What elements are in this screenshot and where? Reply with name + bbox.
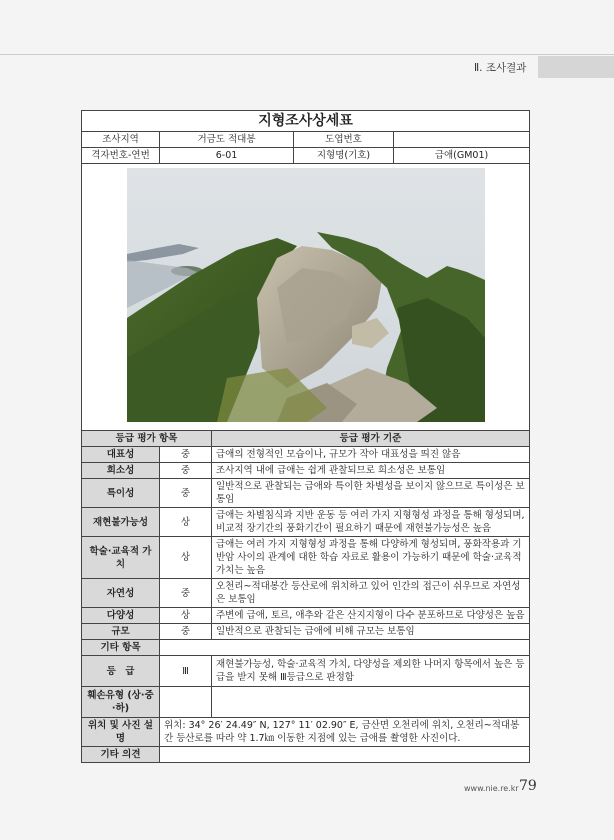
etc-label: 기타 항목 — [82, 640, 160, 656]
grading-row — [82, 579, 530, 608]
grade-value: Ⅲ — [160, 656, 212, 687]
opinion-value — [160, 747, 530, 763]
damage-row — [82, 687, 530, 718]
etc-value — [160, 640, 530, 656]
title-row — [82, 111, 530, 132]
grading-row — [82, 537, 530, 579]
location-label: 위치 및 사진 설명 — [82, 718, 160, 747]
opinion-row — [82, 747, 530, 763]
grid-value: 6-01 — [160, 148, 294, 164]
grading-grade: 상 — [160, 508, 212, 537]
grading-grade: 중 — [160, 479, 212, 508]
grading-item-header: 등급 평가 항목 — [82, 431, 212, 447]
grade-label: 등 급 — [82, 656, 160, 687]
survey-area-value: 거금도 적대봉 — [160, 132, 294, 148]
grading-item: 특이성 — [82, 479, 160, 508]
grading-item: 대표성 — [82, 447, 160, 463]
map-no-label: 도엽번호 — [294, 132, 394, 148]
landform-value: 급애(GM01) — [394, 148, 530, 164]
grading-row — [82, 479, 530, 508]
header-divider — [0, 54, 614, 55]
grading-item: 다양성 — [82, 608, 160, 624]
opinion-label: 기타 의견 — [82, 747, 160, 763]
grading-grade: 중 — [160, 624, 212, 640]
grading-grade: 상 — [160, 537, 212, 579]
location-text: 위치: 34° 26′ 24.49″ N, 127° 11′ 02.90″ E, 금산면 오천리에 위치, 오천리~적대봉간 등산로를 따라 약 1.7㎞ 이동한 지점에 있는 급애를 촬영한 사진이다. — [160, 718, 530, 747]
grading-row — [82, 508, 530, 537]
grading-row — [82, 624, 530, 640]
grading-criteria: 급애는 여러 가지 지형형성 과정을 통해 다양하게 형성되며, 풍화작용과 기반암 사이의 관계에 대한 학습 자료로 활용이 가능하기 때문에 학술·교육적 가치는 높음 — [212, 537, 530, 579]
grading-item: 학술·교육적 가치 — [82, 537, 160, 579]
damage-empty — [212, 687, 530, 718]
grading-row — [82, 463, 530, 479]
grading-grade: 중 — [160, 579, 212, 608]
grading-item: 규모 — [82, 624, 160, 640]
grading-criteria: 급애는 차별침식과 지반 운동 등 여러 가지 지형형성 과정을 통해 형성되며, 비교적 장기간의 풍화기간이 필요하기 때문에 재현불가능성은 높음 — [212, 508, 530, 537]
grading-item: 자연성 — [82, 579, 160, 608]
info-row-1 — [82, 132, 530, 148]
grading-row — [82, 447, 530, 463]
damage-value — [160, 687, 212, 718]
etc-row — [82, 640, 530, 656]
grading-header-row — [82, 431, 530, 447]
landform-label: 지형명(기호) — [294, 148, 394, 164]
chapter-title: Ⅱ. 조사결과 — [474, 62, 527, 74]
grading-criteria: 일반적으로 관찰되는 급애와 특이한 차별성을 보이지 않으므로 특이성은 보통임 — [212, 479, 530, 508]
map-no-value — [394, 132, 530, 148]
grading-criteria-header: 등급 평가 기준 — [212, 431, 530, 447]
grading-criteria: 오천리~적대봉간 등산로에 위치하고 있어 인간의 접근이 쉬우므로 자연성은 보통임 — [212, 579, 530, 608]
survey-area-label: 조사지역 — [82, 132, 160, 148]
footer-url: www.nie.re.kr — [464, 784, 519, 793]
info-row-2 — [82, 148, 530, 164]
sheet-title: 지형조사상세표 — [82, 111, 530, 132]
photo-row — [82, 164, 530, 431]
grading-row — [82, 608, 530, 624]
grading-criteria: 조사지역 내에 급애는 쉽게 관찰되므로 희소성은 보통임 — [212, 463, 530, 479]
location-row — [82, 718, 530, 747]
grade-row — [82, 656, 530, 687]
rocky-cliff-photo — [127, 168, 485, 422]
grading-item: 재현불가능성 — [82, 508, 160, 537]
survey-sheet — [81, 110, 529, 763]
chapter-tab — [538, 56, 614, 78]
grading-item: 희소성 — [82, 463, 160, 479]
grid-label: 격자번호-연번 — [82, 148, 160, 164]
damage-label: 훼손유형 (상·중·하) — [82, 687, 160, 718]
grading-grade: 중 — [160, 447, 212, 463]
grading-criteria: 주변에 급애, 토르, 애추와 같은 산지지형이 다수 분포하므로 다양성은 높음 — [212, 608, 530, 624]
grading-criteria: 급애의 전형적인 모습이나, 규모가 작아 대표성을 띄진 않음 — [212, 447, 530, 463]
survey-table — [81, 110, 530, 763]
grade-text: 재현불가능성, 학술·교육적 가치, 다양성을 제외한 나머지 항목에서 높은 등급을 받지 못해 Ⅲ등급으로 판정함 — [212, 656, 530, 687]
grading-grade: 상 — [160, 608, 212, 624]
page-number: 79 — [519, 778, 537, 794]
grading-criteria: 일반적으로 관찰되는 급애에 비해 규모는 보통임 — [212, 624, 530, 640]
grading-grade: 중 — [160, 463, 212, 479]
